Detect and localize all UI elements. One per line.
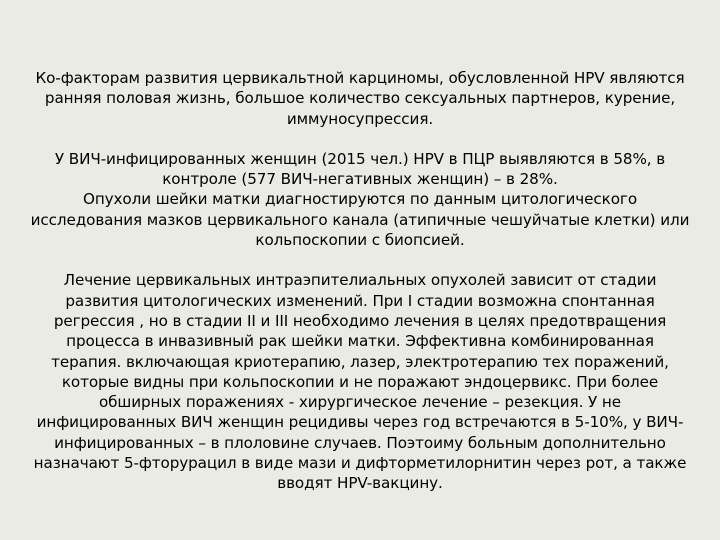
paragraph-cofactors: Ко-факторам развития цервикальтной карциномы, обусловленной HPV являются ранняя половая жизнь, большое количество сексуальных партнеров, курение, иммуносупрессия. (35, 69, 685, 128)
paragraph-gap (30, 129, 690, 149)
paragraph-diagnosis: Опухоли шейки матки диагностируются по данным цитологического исследования мазков цервикального канала (атипичные чешуйчатые клетки) или кольпоскопии с биопсией. (30, 190, 690, 250)
slide-body-text (30, 68, 690, 494)
paragraph-treatment: Лечение цервикальных интраэпителиальных опухолей зависит от стадии развития цитологических изменений. При I стадии возможна спонтанная регрессия , но в стадии II и III необходимо лечения в целях предотвращения процесса в инвазивный рак шейки матки. Эффективна комбинированная терапия. включающая криотерапию, лазер, электротерапию тех поражений, которые видны при кольпоскопии и не поражают эндоцервикс. При более обширных поражениях - хирургическое лечение – резекция. У не инфицированных ВИЧ женщин рецидивы через год встречаются в 5-10%, у ВИЧ-инфицированных – в плоловине случаев. Поэтоиму больным дополнительно назначают 5-фторурацил в виде мази и дифторметилорнитин через рот, а также вводят HPV-вакцину. (33, 271, 687, 493)
paragraph-gap (30, 250, 690, 270)
paragraph-hiv-hpv-prevalence: У ВИЧ-инфицированных женщин (2015 чел.) HPV в ПЦР выявляются в 58%, в контроле (577 ВИЧ-негативных женщин) – в 28%. (54, 149, 666, 189)
